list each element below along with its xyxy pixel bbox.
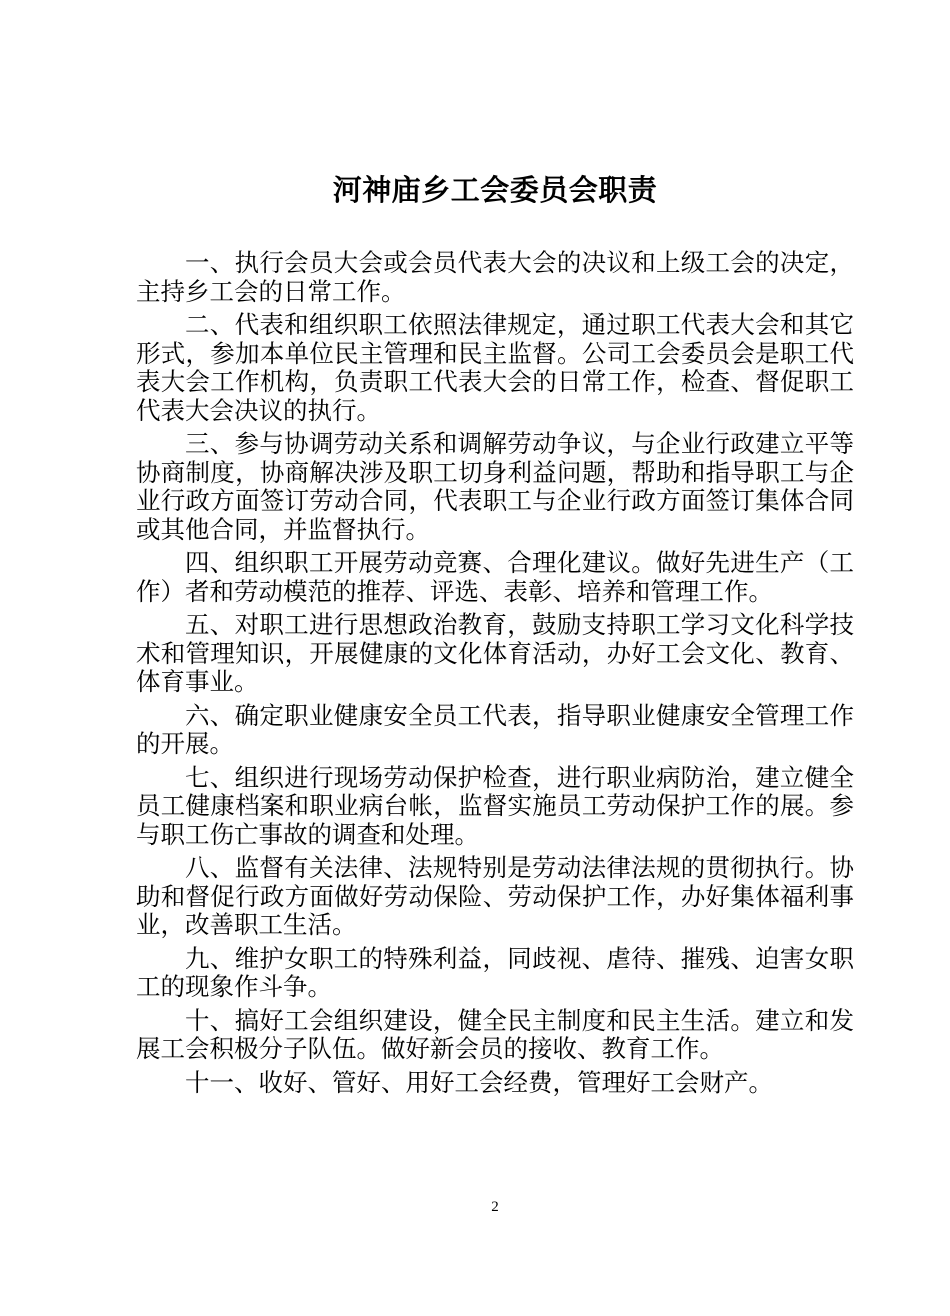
- paragraph-4: 四、组织职工开展劳动竞赛、合理化建议。做好先进生产（工作）者和劳动模范的推荐、评选、表彰、培养和管理工作。: [136, 548, 854, 606]
- paragraph-8: 八、监督有关法律、法规特别是劳动法律法规的贯彻执行。协助和督促行政方面做好劳动保险、劳动保护工作，办好集体福利事业，改善职工生活。: [136, 853, 854, 939]
- paragraph-1: 一、执行会员大会或会员代表大会的决议和上级工会的决定，主持乡工会的日常工作。: [136, 248, 854, 306]
- page-number: 2: [491, 1199, 499, 1215]
- paragraph-5: 五、对职工进行思想政治教育，鼓励支持职工学习文化科学技术和管理知识，开展健康的文化体育活动，办好工会文化、教育、体育事业。: [136, 610, 854, 696]
- document-title: 河神庙乡工会委员会职责: [332, 173, 658, 207]
- document-body: [136, 249, 854, 1102]
- paragraph-3: 三、参与协调劳动关系和调解劳动争议，与企业行政建立平等协商制度，协商解决涉及职工切身利益问题，帮助和指导职工与企业行政方面签订劳动合同，代表职工与企业行政方面签订集体合同或其他合同，并监督执行。: [136, 429, 854, 544]
- paragraph-11: 十一、收好、管好、用好工会经费，管理好工会财产。: [185, 1067, 773, 1097]
- paragraph-2: 二、代表和组织职工依照法律规定，通过职工代表大会和其它形式，参加本单位民主管理和民主监督。公司工会委员会是职工代表大会工作机构，负责职工代表大会的日常工作，检查、督促职工代表大会决议的执行。: [136, 310, 854, 425]
- paragraph-9: 九、维护女职工的特殊利益，同歧视、虐待、摧残、迫害女职工的现象作斗争。: [136, 943, 854, 1001]
- paragraph-6: 六、确定职业健康安全员工代表，指导职业健康安全管理工作的开展。: [136, 700, 854, 758]
- paragraph-10: 十、搞好工会组织建设，健全民主制度和民主生活。建立和发展工会积极分子队伍。做好新会员的接收、教育工作。: [136, 1005, 854, 1063]
- paragraph-7: 七、组织进行现场劳动保护检查，进行职业病防治，建立健全员工健康档案和职业病台帐，监督实施员工劳动保护工作的展。参与职工伤亡事故的调查和处理。: [136, 762, 854, 849]
